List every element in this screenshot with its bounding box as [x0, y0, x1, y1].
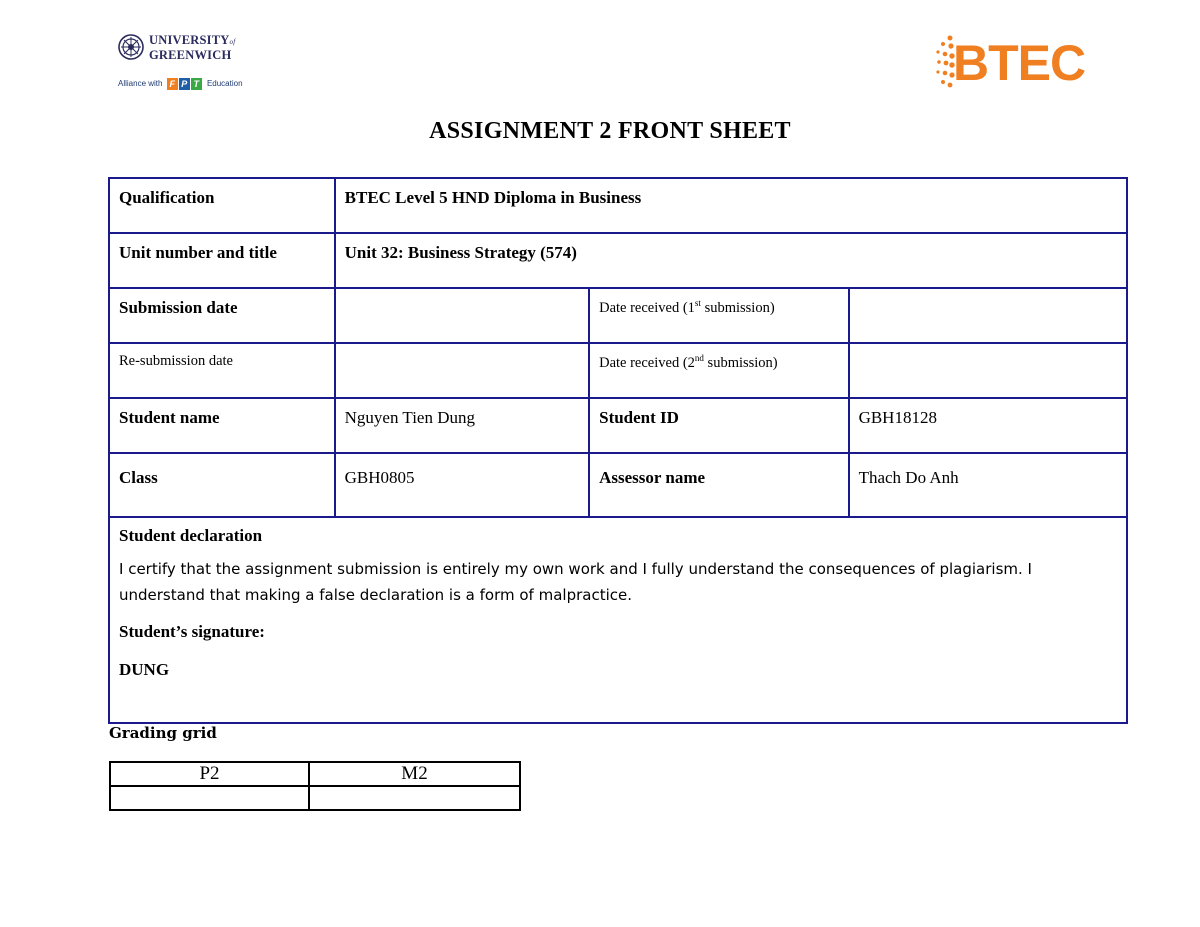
date-received-2-value [849, 343, 1127, 398]
date-received-1-value [849, 288, 1127, 343]
front-sheet-table [108, 177, 1128, 724]
qualification-value: BTEC Level 5 HND Diploma in Business [335, 178, 1127, 233]
submission-date-row [109, 288, 1127, 343]
submission-date-label: Submission date [109, 288, 335, 343]
class-value: GBH0805 [335, 453, 589, 517]
date-received-1-sup: st [694, 298, 701, 308]
unit-label: Unit number and title [109, 233, 335, 288]
grading-value-p2 [110, 786, 309, 810]
page-title: ASSIGNMENT 2 FRONT SHEET [429, 118, 791, 144]
declaration-row [109, 517, 1127, 723]
grading-grid-label: Grading grid [109, 724, 217, 742]
alliance-suffix: Education [206, 79, 243, 89]
unit-value: Unit 32: Business Strategy (574) [335, 233, 1127, 288]
signature-value: DUNG [119, 660, 170, 679]
grading-header-p2: P2 [110, 762, 309, 786]
qualification-label: Qualification [109, 178, 335, 233]
date-received-1-label [589, 288, 848, 343]
signature-label: Student’s signature: [119, 622, 265, 641]
student-id-label: Student ID [589, 398, 848, 453]
assessor-label: Assessor name [589, 453, 848, 517]
date-received-2-prefix: Date received (2 [599, 354, 695, 371]
date-received-1-prefix: Date received (1 [599, 299, 695, 316]
grading-value-m2 [309, 786, 520, 810]
resubmission-date-value [335, 343, 589, 398]
student-row [109, 398, 1127, 453]
alliance-line [118, 78, 243, 90]
university-name-line2: GREENWICH [149, 47, 232, 62]
btec-wordmark: BTEC [953, 35, 1086, 91]
alliance-prefix: Alliance with [118, 79, 163, 89]
date-received-1-suffix: submission) [700, 299, 775, 316]
grading-grid-table [109, 761, 521, 811]
university-seal-icon [118, 34, 144, 60]
student-name-label: Student name [109, 398, 335, 453]
fpt-letter-p: P [179, 78, 190, 90]
declaration-heading: Student declaration [119, 526, 263, 545]
date-received-2-label [589, 343, 848, 398]
btec-logo [934, 30, 1124, 94]
student-id-value: GBH18128 [849, 398, 1127, 453]
university-name-line1: UNIVERSITY [149, 33, 230, 47]
date-received-2-suffix: submission) [703, 354, 778, 371]
resubmission-date-label: Re-submission date [109, 343, 335, 398]
university-name [149, 34, 235, 61]
grading-header-row [110, 762, 520, 786]
grading-value-row [110, 786, 520, 810]
fpt-letter-f: F [167, 78, 178, 90]
student-name-value: Nguyen Tien Dung [335, 398, 589, 453]
unit-row [109, 233, 1127, 288]
resubmission-date-row [109, 343, 1127, 398]
date-received-2-sup: nd [694, 353, 704, 363]
fpt-logo [167, 78, 203, 90]
university-of-greenwich-logo [118, 34, 248, 94]
declaration-text: I certify that the assignment submission is entirely my own work and I fully understand the consequences of plagiarism. I understand that making a false declaration is a form of malpractice. [119, 560, 1032, 604]
declaration-cell [109, 517, 1127, 723]
qualification-row [109, 178, 1127, 233]
class-label: Class [109, 453, 335, 517]
submission-date-value [335, 288, 589, 343]
fpt-letter-t: T [191, 78, 202, 90]
grading-header-m2: M2 [309, 762, 520, 786]
university-name-of: of [229, 38, 236, 46]
class-row [109, 453, 1127, 517]
assessor-value: Thach Do Anh [849, 453, 1127, 517]
